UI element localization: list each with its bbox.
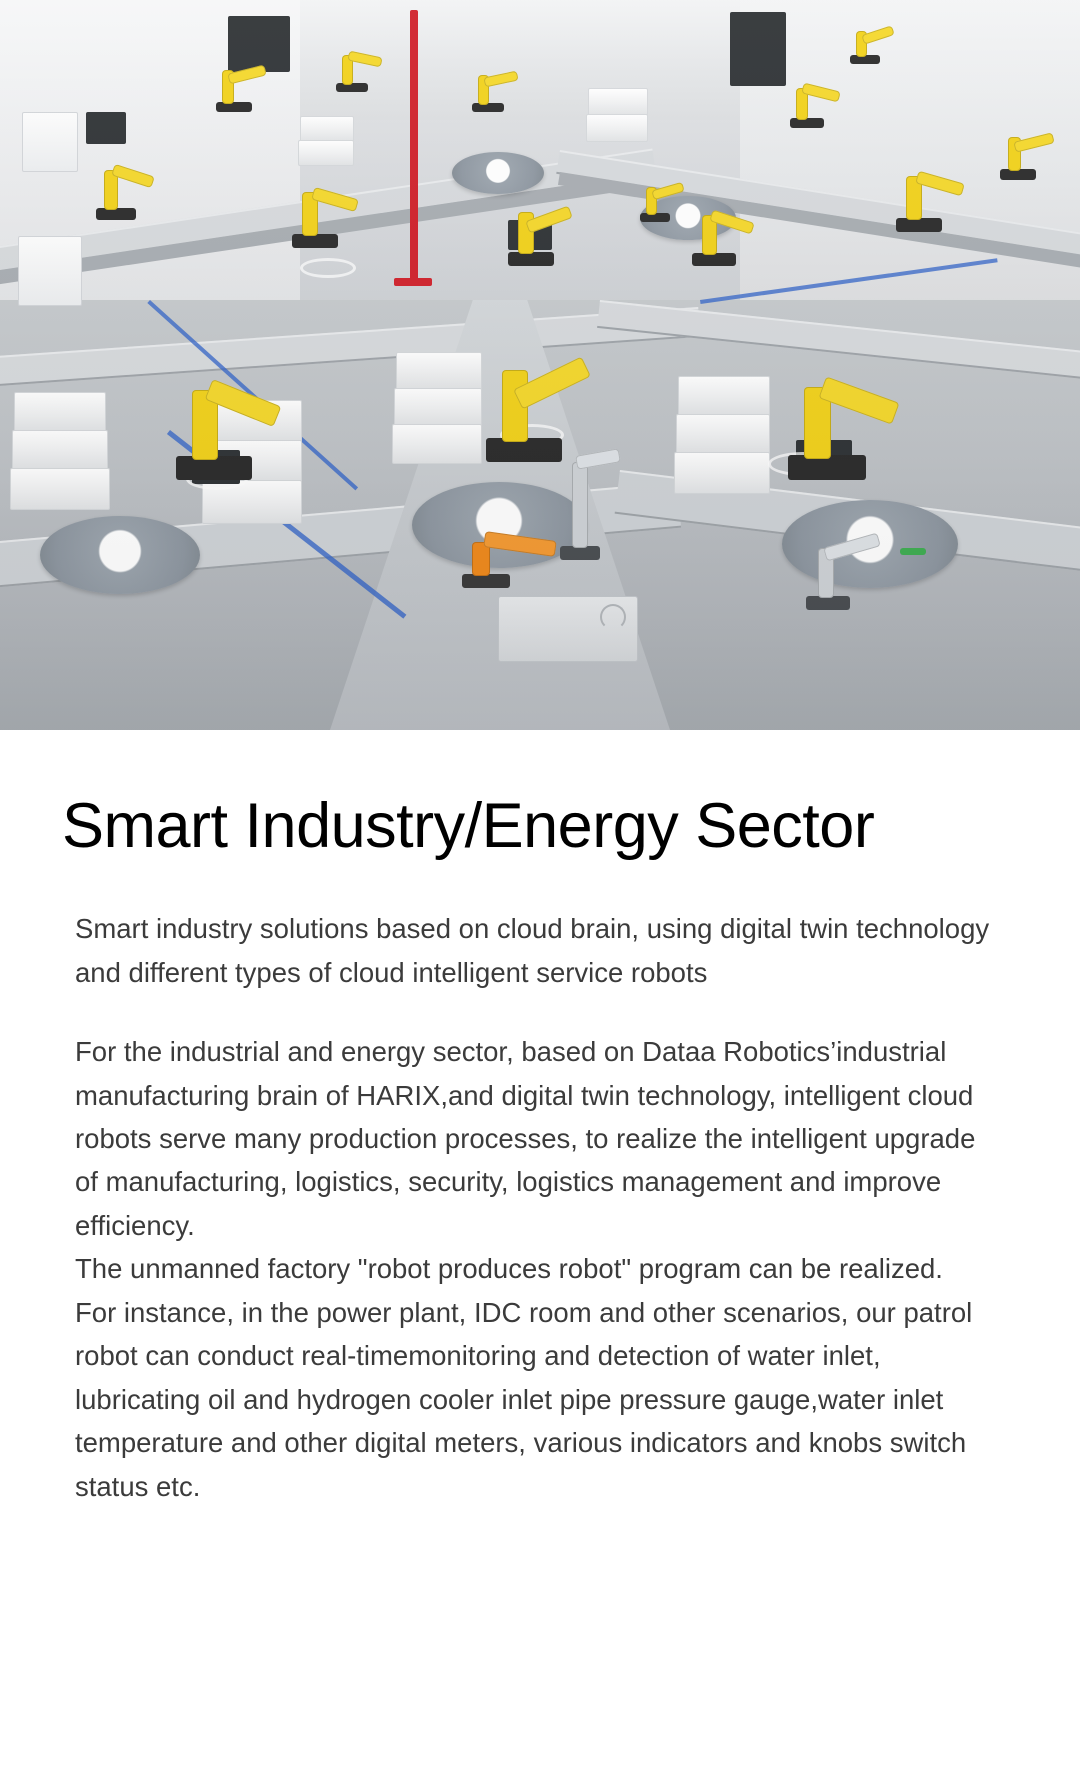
page-title: Smart Industry/Energy Sector: [62, 791, 875, 861]
paragraph-1: For the industrial and energy sector, based on Dataa Robotics’industrial manufacturing brain of HARIX,and digital twin technology, intelligent cloud robots serve many production processes, to realize the intelligent upgrade of manufacturing, logistics, security, logistics management and improve efficiency.: [75, 1036, 976, 1241]
paragraph-3: For instance, in the power plant, IDC room and other scenarios, our patrol robot can conduct real-timemonitoring and detection of water inlet, lubricating oil and hydrogen cooler inlet pipe pressure gauge,water inlet temperature and other digital meters, various indicators and knobs switch status etc.: [75, 1296, 973, 1502]
lead-paragraph: Smart industry solutions based on cloud brain, using digital twin technology and different types of cloud intelligent service robots: [75, 913, 990, 988]
hero-image: [0, 0, 1080, 730]
hero-overlay-tint: [0, 0, 1080, 730]
body-text: [75, 1030, 1005, 1508]
article-content: [0, 730, 1080, 1508]
paragraph-2: The unmanned factory "robot produces robot" program can be realized.: [75, 1253, 943, 1285]
